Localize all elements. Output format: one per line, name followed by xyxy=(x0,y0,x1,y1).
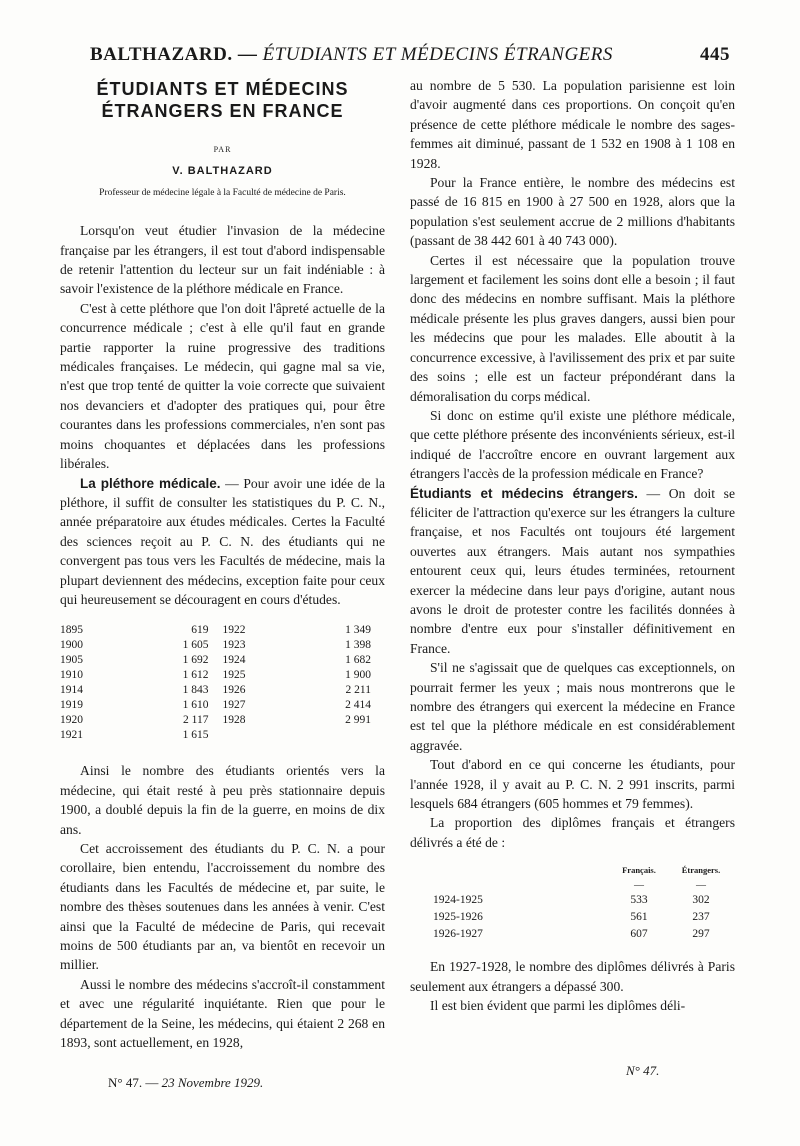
section-text: — On doit se féliciter de l'attraction qu'exerce sur les étrangers la culture française, et nos Facultés ont toujours été largement ouvertes aux étrangers. Mais autant nos sympathies entourent ceux qui, leurs études terminées, retournent exercer la médecine dans leur pays d'origine, autant nous avons le droit de protester contre les facilités données à nombre d'entre eux pour s'installer définitivement en France. xyxy=(410,485,735,656)
stats-value: 1 682 xyxy=(345,654,371,667)
paragraph: Lorsqu'on veut étudier l'invasion de la médecine française par les étrangers, il est tout d'abord indispensable de retenir l'attention du lecteur sur un fait indéniable : à savoir l'existence de la pléthore médicale en France. xyxy=(60,223,385,297)
stats-year: 1923 xyxy=(222,639,246,652)
paragraph: Cet accroissement des étudiants du P. C. N. a pour corollaire, bien entendu, l'accroissement du nombre des étudiants dans les Facultés de médecine et, par suite, le nombre des thèses soutenues dans les années à venir. C'est ainsi que la Faculté de médecine de Paris, qui recevait moins de 500 étudiants par an, va bientôt en recevoir un millier. xyxy=(60,840,385,973)
stats-value: 2 991 xyxy=(345,714,371,727)
table-row xyxy=(60,653,385,668)
diploma-francais: 533 xyxy=(630,894,648,907)
diploma-etrangers: 302 xyxy=(692,894,710,907)
diploma-etrangers: 237 xyxy=(692,911,710,924)
table-row xyxy=(432,909,732,926)
diploma-etrangers: 297 xyxy=(692,928,710,941)
paragraph: Tout d'abord en ce qui concerne les étudiants, pour l'année 1928, il y avait au P. C. N. 2 991 inscrits, parmi lesquels 684 étrangers (605 hommes et 79 femmes). xyxy=(410,757,735,812)
stats-value: 1 349 xyxy=(345,624,371,637)
diplomas-header-francais: Français. xyxy=(622,865,656,876)
stats-value xyxy=(312,728,385,743)
stats-value: 1 398 xyxy=(345,639,371,652)
stats-year: 1922 xyxy=(222,624,246,637)
stats-value: 1 843 xyxy=(182,684,209,697)
paragraph: Pour la France entière, le nombre des médecins est passé de 16 815 en 1900 à 27 500 en 1928, alors que la population s'est seulement accrue de 2 millions d'habitants (passant de 38 442 601 à 40 743 000). xyxy=(410,175,735,249)
stats-year: 1925 xyxy=(222,669,246,682)
section-paragraph xyxy=(60,474,385,610)
stats-value: 2 211 xyxy=(345,684,371,697)
paragraph: Si donc on estime qu'il existe une pléthore médicale, que cette pléthore présente des inconvénients sérieux, est-il indiqué de l'accroître encore en ouvrant largement aux étrangers l'accès de la profession médicale en France? xyxy=(410,407,735,482)
diploma-francais: 607 xyxy=(630,928,648,941)
paragraph: Ainsi le nombre des étudiants orientés vers la médecine, qui était resté à peu près stationnaire depuis 1900, a doublé depuis la fin de la guerre, en moins de dix ans. xyxy=(60,763,385,837)
header-title: ÉTUDIANTS ET MÉDECINS ÉTRANGERS xyxy=(262,44,613,65)
diploma-year: 1926-1927 xyxy=(433,928,483,941)
footer-signature: N° 47. xyxy=(626,1063,660,1078)
paragraph: En 1927-1928, le nombre des diplômes délivrés à Paris seulement aux étrangers a dépassé 300. xyxy=(410,959,735,994)
stats-value: 1 615 xyxy=(182,729,209,742)
paragraph: S'il ne s'agissait que de quelques cas exceptionnels, on pourrait fermer les yeux ; mais nous montrerons que le nombre des étrangers qui exercent la médecine en France est tel que la pléthore médicale en est considérablement aggravée. xyxy=(410,660,735,753)
diploma-year: 1925-1926 xyxy=(433,911,483,924)
article-title-line1: ÉTUDIANTS ET MÉDECINS xyxy=(96,79,349,99)
header-author: BALTHAZARD. — xyxy=(90,44,258,65)
paragraph: Il est bien évident que parmi les diplômes déli- xyxy=(430,998,686,1014)
paragraph: C'est à cette pléthore que l'on doit l'âpreté actuelle de la concurrence médicale ; c'est à elle qu'il faut en grande partie rapporter la ruine progressive des traditions médicales françaises. Le médecin, qui gagne mal sa vie, n'est que trop tenté de quitter la voie correcte que suivaient nos devanciers et d'adopter des pratiques qui, pour être courantes dans les professions commerciales, n'en sont pas moins choquantes et déplacées dans les professions libérales. xyxy=(60,300,385,472)
stats-year: 1919 xyxy=(60,699,83,712)
author-affiliation: Professeur de médecine légale à la Faculté de médecine de Paris. xyxy=(99,187,346,198)
stats-year: 1895 xyxy=(60,624,83,637)
issue-number: N° 47. — xyxy=(108,1075,159,1090)
stats-value: 1 610 xyxy=(182,699,209,712)
section-heading-etrangers: Étudiants et médecins étrangers. xyxy=(410,485,638,501)
stats-value: 1 692 xyxy=(182,654,209,667)
stats-value: 1 612 xyxy=(182,669,209,682)
diplomas-table: Français. Étrangers. — — 1924-1925 533 302 1925-1926 561 237 1926-1927 607 297 xyxy=(432,862,732,943)
table-row xyxy=(60,728,385,743)
footer-issue xyxy=(108,1075,263,1091)
stats-value: 1 900 xyxy=(345,669,371,682)
table-row xyxy=(60,698,385,713)
article-title-line2: ÉTRANGERS EN FRANCE xyxy=(101,101,344,121)
stats-value: 2 414 xyxy=(345,699,371,712)
stats-year: 1900 xyxy=(60,639,83,652)
table-row xyxy=(60,668,385,683)
pcn-statistics-table xyxy=(60,623,385,743)
diploma-year: 1924-1925 xyxy=(433,894,483,907)
diplomas-header-etrangers: Étrangers. xyxy=(681,865,721,876)
paragraph: Aussi le nombre des médecins s'accroît-il constamment et avec une régularité inquiétante. Rien que pour le département de la Seine, les médecins, qui étaient 2 268 en 1893, sont actuellement, en 1928, xyxy=(60,976,385,1051)
table-row xyxy=(60,638,385,653)
table-row xyxy=(432,892,732,909)
article-title xyxy=(60,78,385,122)
left-column xyxy=(60,76,385,1052)
paragraph: au nombre de 5 530. La population parisienne est loin d'avoir augmenté dans ces proportions. On conçoit qu'en présence de cette pléthore médicale le nombre des sages-femmes ait diminué, passant de 1 532 en 1908 à 1 108 en 1928. xyxy=(410,78,735,171)
table-row xyxy=(60,683,385,698)
stats-year: 1927 xyxy=(222,699,246,712)
stats-year: 1926 xyxy=(222,684,246,697)
table-row xyxy=(432,926,732,943)
right-column xyxy=(410,76,735,1015)
table-row xyxy=(60,713,385,728)
page-number: 445 xyxy=(700,44,730,65)
article-author: V. BALTHAZARD xyxy=(172,165,273,178)
stats-year: 1920 xyxy=(60,714,83,727)
section-heading-plethore: La pléthore médicale. xyxy=(80,475,221,491)
stats-year: 1910 xyxy=(60,669,83,682)
section-paragraph xyxy=(410,484,735,659)
stats-year: 1914 xyxy=(60,684,83,697)
running-header xyxy=(90,44,730,72)
stats-value: 2 117 xyxy=(183,714,209,727)
stats-year: 1921 xyxy=(60,729,83,742)
stats-year: 1924 xyxy=(222,654,246,667)
byline-par: PAR xyxy=(213,145,232,154)
issue-date: 23 Novembre 1929. xyxy=(161,1075,264,1090)
diploma-francais: 561 xyxy=(630,911,648,924)
paragraph: Certes il est nécessaire que la population trouve largement et facilement les soins dont elle a besoin ; il faut donc des médecins en nombre suffisant. Mais la pléthore médicale présente les plus graves dangers, aussi bien pour les médecins que pour les malades. Elle aboutit à la concurrence excessive, à l'avilissement des prix et par suite des soins ; elle est un facteur prépondérant dans la démoralisation du corps médical. xyxy=(410,252,735,404)
paragraph: La proportion des diplômes français et étrangers délivrés a été de : xyxy=(410,815,735,850)
stats-year xyxy=(222,728,312,743)
stats-value: 619 xyxy=(191,624,209,637)
stats-year: 1905 xyxy=(60,654,83,667)
table-row xyxy=(60,623,385,638)
stats-value: 1 605 xyxy=(182,639,209,652)
section-text: — Pour avoir une idée de la pléthore, il suffit de consulter les statistiques du P. C. N., année préparatoire aux études médicales. Certes la Faculté des sciences reçoit au P. C. N. des étudiants qui ne convergent pas tous vers les Facultés de médecine, mais la plupart deviennent des médecins, exception faite pour ceux qui heureusement se découragent en cours d'études. xyxy=(60,475,386,607)
stats-year: 1928 xyxy=(222,714,246,727)
